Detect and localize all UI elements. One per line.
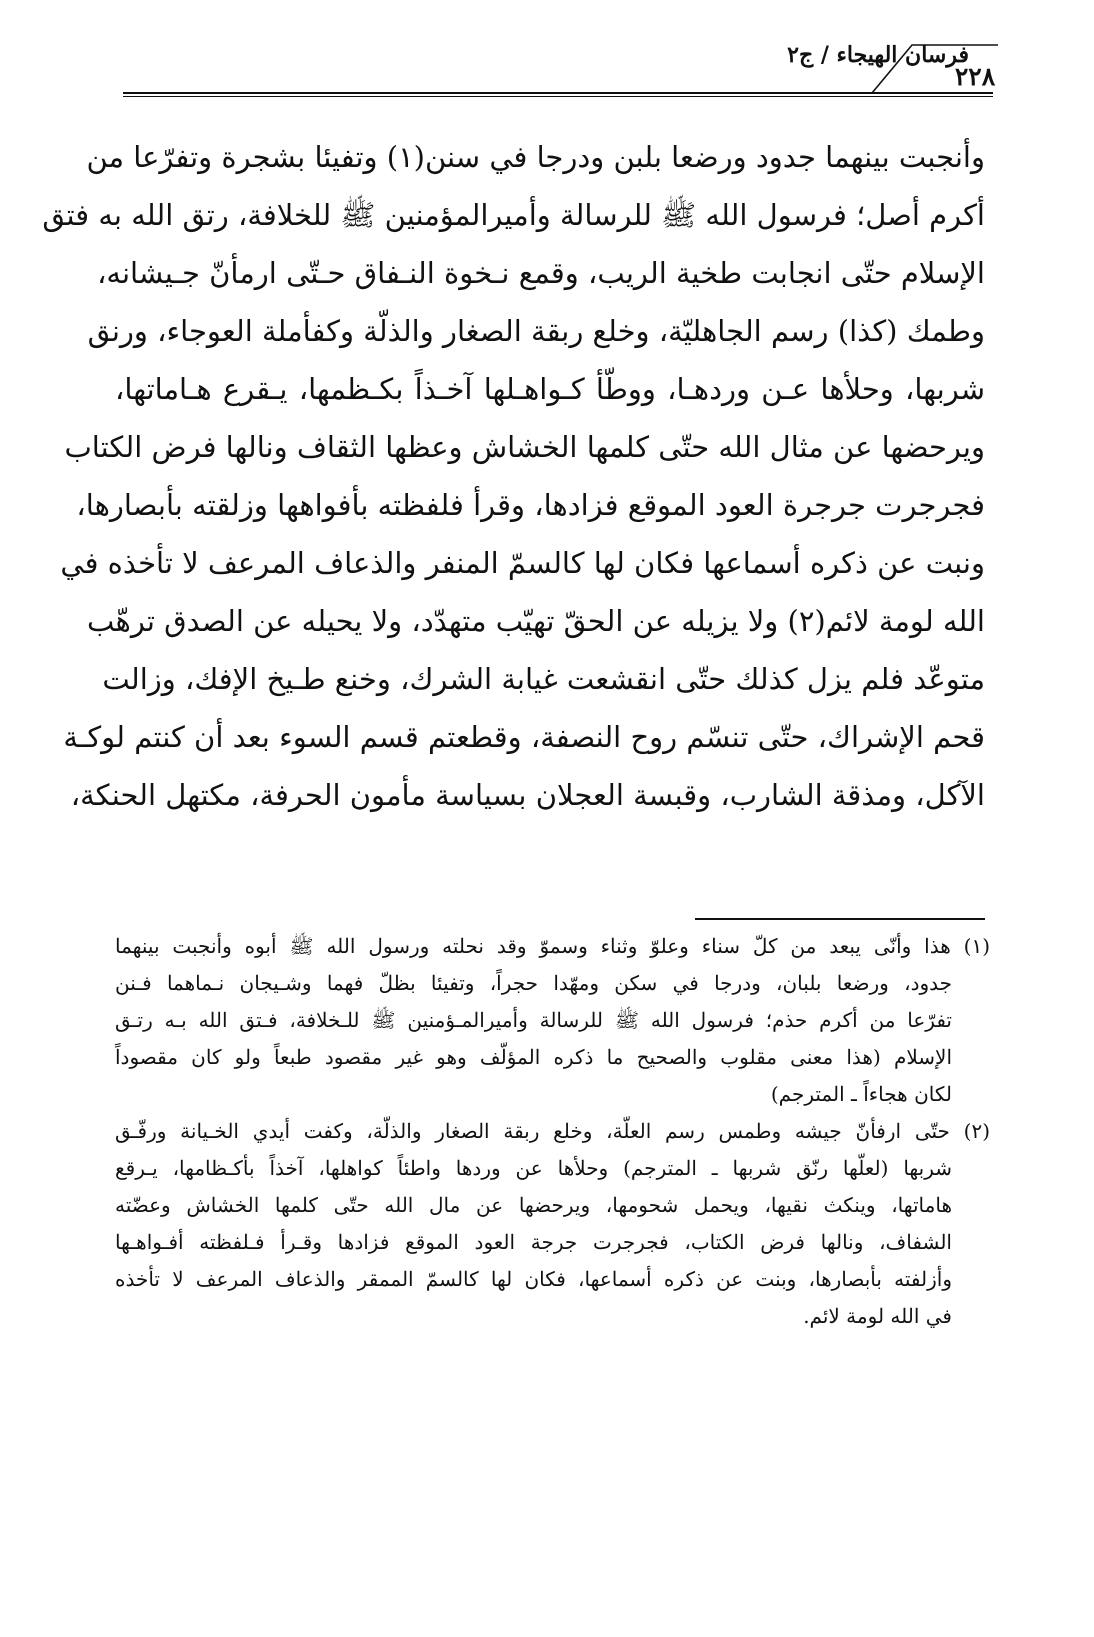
footnote-line: لكان هجاءاً ـ المترجم): [770, 1082, 952, 1106]
running-header-title: فرسان الهيجاء / ج٢: [787, 42, 969, 68]
footnote-2: [115, 1113, 990, 1335]
main-text-line: وأنجبت بينهما جدود ورضعا بلبن ودرجا في سنن(١) وتفيئا بشجرة وتفرّعا من: [86, 140, 985, 174]
footnote-line: شربها (لعلّها رنّق شربها ـ المترجم) وحلأها عن وردها واطئاً كواهلها، آخذاً بأكـظامها، يـرقع: [115, 1156, 952, 1180]
main-text-line: ونبت عن ذكره أسماعها فكان لها كالسمّ المنفر والذعاف المرعف لا تأخذه في: [60, 546, 985, 580]
main-body-text: [42, 128, 985, 824]
footnote-line: تفرّعا من أكرم حذم؛ فرسول الله ﷺ للرسالة وأميرالمـؤمنين ﷺ للـخلافة، فـتق الله بـه رتـق: [115, 1008, 952, 1032]
footnote-1: [115, 928, 990, 1113]
main-text-line: الله لومة لائم(٢) ولا يزيله عن الحقّ تهيّب متهدّد، ولا يحيله عن الصدق ترهّب: [87, 604, 985, 638]
footnote-line: في الله لومة لائم.: [803, 1304, 952, 1328]
main-text-line: شربها، وحلأها عـن وردهـا، ووطّأ كـواهـلها آخـذاً بكـظمها، يـقرع هـاماتها،: [115, 372, 985, 406]
main-text-line: متوعّد فلم يزل كذلك حتّى انقشعت غيابة الشرك، وخنع طـيخ الإفك، وزالت: [102, 662, 985, 696]
main-text-line: قحم الإشراك، حتّى تنسّم روح النصفة، وقطعتم قسم السوء بعد أن كنتم لوكـة: [63, 720, 985, 754]
main-text-line: ويرحضها عن مثال الله حتّى كلمها الخشاش وعظها الثقاف ونالها فرض الكتاب: [64, 430, 985, 464]
header-rule: [123, 92, 993, 94]
footnotes: [115, 928, 990, 1335]
footnote-line: جدود، ورضعا بلبان، ودرجا في سكن ومهّدا حجراً، وتفيئا بظلّ فهما وشـيجان نـماهما فـنن: [115, 971, 952, 995]
main-text-line: أكرم أصل؛ فرسول الله ﷺ للرسالة وأميرالمؤمنين ﷺ للخلافة، رتق الله به فتق: [42, 198, 985, 232]
main-text-line: وطمك (كذا) رسم الجاهليّة، وخلع ربقة الصغار والذلّة وكفأملة العوجاء، ورنق: [87, 314, 985, 348]
footnote-line: (٢) حتّى ارفأنّ جيشه وطمس رسم العلّة، وخلع ربقة الصغار والذلّة، وكفت أيدي الخـيانة ورفّـق: [115, 1119, 990, 1143]
main-text-line: الإسلام حتّى انجابت طخية الريب، وقمع نـخوة النـفاق حـتّى ارمأنّ جـيشانه،: [97, 256, 985, 290]
footnote-line: الإسلام (هذا معنى مقلوب والصحيح ما ذكره المؤلّف وهو غير مقصود طبعاً ولو كان مقصوداً: [115, 1045, 953, 1069]
footnote-line: وأزلفته بأبصارها، وبنت عن ذكره أسماعها، فكان لها كالسمّ الممقر والذعاف المرعف لا تأخذه: [115, 1267, 953, 1291]
main-text-line: فجرجرت جرجرة العود الموقع فزادها، وقرأ فلفظته بأفواهها وزلقته بأبصارها،: [76, 488, 985, 522]
main-text-line: الآكل، ومذقة الشارب، وقبسة العجلان بسياسة مأمون الحرفة، مكتهل الحنكة،: [70, 778, 985, 812]
footnote-line: هاماتها، وينكث نقيها، ويحمل شحومها، ويرحضها عن مال الله حتّى كلمها الخشاش وعضّته: [115, 1193, 952, 1217]
footnote-line: (١) هذا وأنّى يبعد من كلّ سناء وعلوّ وثناء وسموّ وقد نحلته ورسول الله ﷺ أبوه وأنجبت بينهما: [115, 934, 990, 958]
page-number: ٢٢٨: [954, 62, 996, 91]
footnote-line: الشفاف، ونالها فرض الكتاب، فجرجرت جرجة العود الموقع فزادها وقـرأ فـلفظته أفـواهـها: [115, 1230, 952, 1254]
header-rule-thin: [123, 96, 993, 97]
footnote-separator: [695, 918, 985, 920]
